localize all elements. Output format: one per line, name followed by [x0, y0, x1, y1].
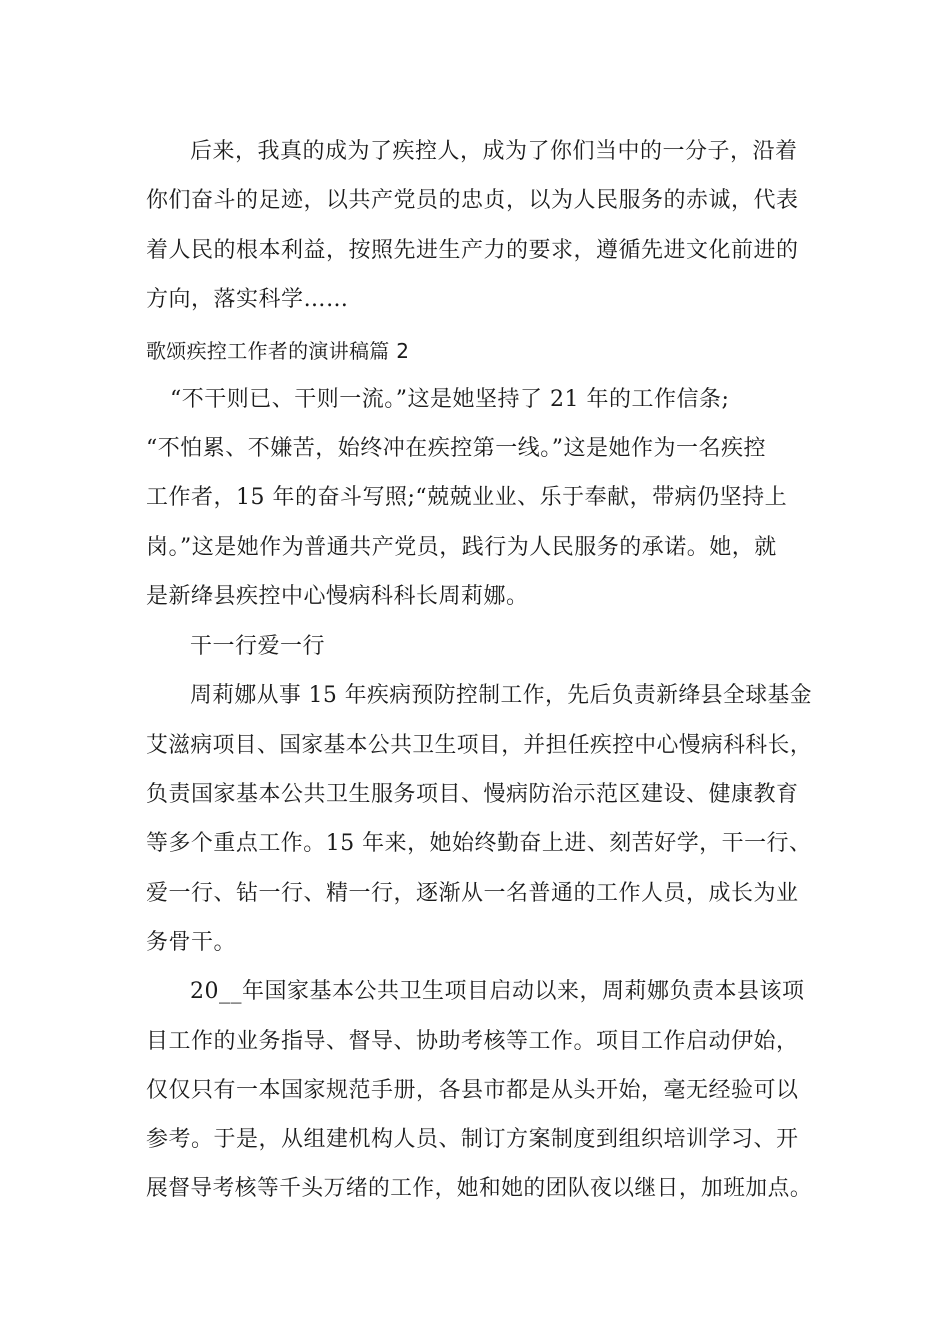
text-line: 20__年国家基本公共卫生项目启动以来，周莉娜负责本县该项	[190, 979, 805, 1004]
subheading: 干一行爱一行	[190, 634, 326, 659]
text-line: “不怕累、不嫌苦，始终冲在疾控第一线。”这是她作为一名疾控	[146, 436, 766, 461]
text-line: 周莉娜从事 15 年疾病预防控制工作，先后负责新绛县全球基金	[190, 683, 813, 708]
text-line: 方向，落实科学……	[146, 287, 349, 312]
section-title: 歌颂疾控工作者的演讲稿篇 2	[146, 339, 410, 363]
text-line: 着人民的根本利益，按照先进生产力的要求，遵循先进文化前进的	[146, 238, 799, 263]
text-line: 是新绛县疾控中心慢病科科长周莉娜。	[146, 584, 529, 609]
text-line: 参考。于是，从组建机构人员、制订方案制度到组织培训学习、开	[146, 1127, 799, 1152]
text-line: 仅仅只有一本国家规范手册，各县市都是从头开始，毫无经验可以	[146, 1078, 799, 1103]
text-line: 岗。”这是她作为普通共产党员，践行为人民服务的承诺。她，就	[146, 535, 777, 560]
text-line: 工作者，15 年的奋斗写照;“兢兢业业、乐于奉献，带病仍坚持上	[146, 485, 788, 510]
text-line: 你们奋斗的足迹，以共产党员的忠贞，以为人民服务的赤诚，代表	[146, 188, 799, 213]
text-line: 等多个重点工作。15 年来，她始终勤奋上进、刻苦好学，干一行、	[146, 831, 812, 856]
text-line: 务骨干。	[146, 930, 237, 955]
text-line: 后来，我真的成为了疾控人，成为了你们当中的一分子，沿着	[190, 139, 798, 164]
text-line: 负责国家基本公共卫生服务项目、慢病防治示范区建设、健康教育	[146, 782, 799, 807]
text-line: 展督导考核等千头万绪的工作，她和她的团队夜以继日，加班加点。	[146, 1176, 813, 1201]
text-line: “不干则已、干则一流。”这是她坚持了 21 年的工作信条;	[170, 387, 730, 412]
text-line: 艾滋病项目、国家基本公共卫生项目，并担任疾控中心慢病科科长，	[146, 733, 813, 758]
text-line: 爱一行、钻一行、精一行，逐渐从一名普通的工作人员，成长为业	[146, 881, 799, 906]
text-line: 目工作的业务指导、督导、协助考核等工作。项目工作启动伊始，	[146, 1029, 799, 1054]
